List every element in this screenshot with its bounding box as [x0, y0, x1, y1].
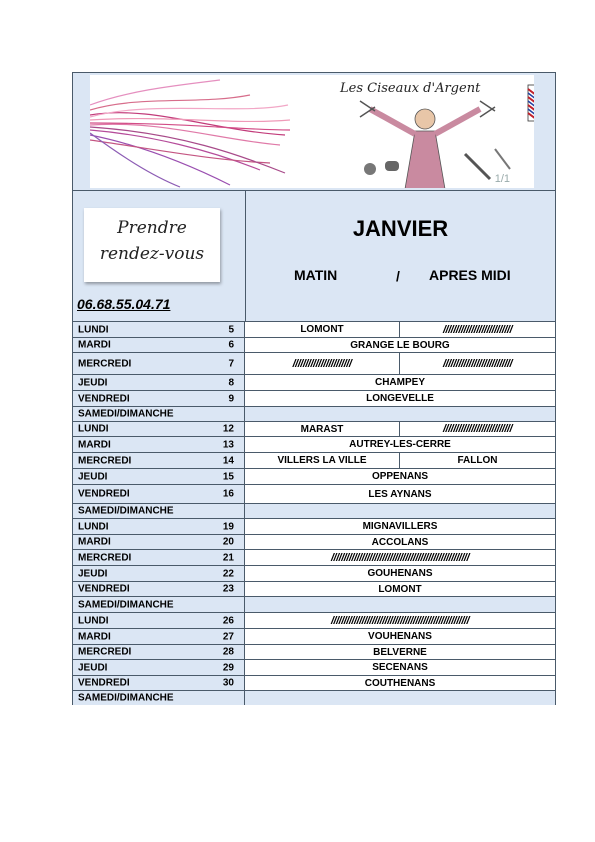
day-name: MARDI [78, 631, 111, 642]
location-cell [245, 660, 555, 675]
day-cell [73, 375, 245, 390]
location-afternoon: /////////////////////////// [442, 357, 513, 370]
day-name: LUNDI [78, 423, 109, 435]
table-row [73, 468, 555, 484]
day-name: JEUDI [78, 568, 108, 579]
location-cell [245, 676, 555, 690]
day-name: SAMEDI/DIMANCHE [78, 505, 174, 517]
day-name: VENDREDI [78, 583, 130, 595]
month-header [246, 191, 555, 321]
day-number: 9 [228, 393, 234, 404]
location-full-day: VOUHENANS [368, 631, 432, 642]
day-cell [73, 485, 245, 503]
location-full-day: LOMONT [378, 583, 422, 595]
day-cell [73, 437, 245, 452]
day-cell [73, 338, 245, 352]
location-full-day: SECENANS [372, 662, 428, 673]
day-name: MERCREDI [78, 552, 132, 563]
day-name: MERCREDI [78, 358, 132, 369]
day-cell [73, 629, 245, 644]
day-cell [73, 550, 245, 565]
period-separator: / [396, 268, 400, 284]
phone-number[interactable]: 06.68.55.04.71 [77, 296, 171, 312]
table-row [73, 337, 555, 352]
schedule-sheet [72, 72, 556, 705]
location-full-day: GRANGE LE BOURG [350, 339, 450, 351]
afternoon-label: APRES MIDI [429, 267, 511, 283]
location-cell [245, 485, 555, 503]
location-full-day: MIGNAVILLERS [362, 521, 438, 532]
appointment-line2: rendez-vous [99, 244, 205, 264]
day-name: MARDI [78, 536, 111, 548]
day-name: SAMEDI/DIMANCHE [78, 599, 174, 610]
day-number: 6 [228, 339, 234, 351]
table-row [73, 374, 555, 390]
day-number: 14 [222, 455, 234, 466]
day-number: 26 [222, 615, 234, 626]
location-cell [245, 535, 555, 549]
day-cell [73, 453, 245, 468]
feathers-illustration [90, 75, 290, 188]
location-morning: LOMONT [245, 322, 400, 337]
day-name: VENDREDI [78, 488, 130, 500]
table-row [73, 484, 555, 503]
barber-figure-illustration [330, 89, 515, 188]
day-name: SAMEDI/DIMANCHE [78, 408, 174, 420]
table-row [73, 436, 555, 452]
table-row [73, 421, 555, 436]
schedule-table [73, 321, 555, 705]
day-cell [73, 422, 245, 436]
table-row [73, 534, 555, 549]
appointment-card[interactable] [84, 208, 220, 282]
day-name: MERCREDI [78, 646, 132, 658]
location-cell [245, 453, 555, 468]
location-full-day: LONGEVELLE [366, 393, 434, 404]
table-row [73, 565, 555, 581]
location-afternoon: /////////////////////////// [442, 323, 513, 336]
day-number: 28 [222, 646, 234, 658]
location-cell [245, 613, 555, 628]
table-row [73, 659, 555, 675]
day-name: MARDI [78, 339, 111, 351]
location-cell [245, 437, 555, 452]
location-morning: VILLERS LA VILLE [245, 453, 400, 468]
day-cell [73, 566, 245, 581]
appointment-line1: Prendre [117, 218, 187, 238]
location-cell [245, 582, 555, 596]
day-cell [73, 504, 245, 518]
day-number: 19 [222, 521, 234, 532]
location-cell [245, 550, 555, 565]
closed-hatch: ////////////////////////////////////////////////////// [330, 614, 470, 627]
day-number: 8 [228, 377, 234, 388]
day-name: JEUDI [78, 662, 108, 673]
day-name: JEUDI [78, 377, 108, 388]
location-afternoon: /////////////////////////// [442, 423, 513, 435]
location-cell [245, 645, 555, 659]
day-number: 22 [222, 568, 234, 579]
brand-logo-text: Les Ciseaux d'Argent [340, 81, 481, 96]
location-cell [245, 338, 555, 352]
location-cell [245, 422, 555, 436]
table-row [73, 503, 555, 518]
table-row [73, 518, 555, 534]
day-cell [73, 353, 245, 374]
day-name: MARDI [78, 439, 111, 450]
day-name: VENDREDI [78, 677, 130, 689]
day-number: 27 [222, 631, 234, 642]
day-number: 12 [222, 423, 234, 435]
location-cell [245, 566, 555, 581]
banner [73, 73, 555, 191]
table-row [73, 690, 555, 705]
day-cell [73, 645, 245, 659]
day-name: JEUDI [78, 471, 108, 482]
table-row [73, 352, 555, 374]
location-full-day: AUTREY-LES-CERRE [349, 439, 451, 450]
location-full-day: ACCOLANS [371, 536, 429, 548]
location-full-day: LES AYNANS [368, 488, 432, 500]
table-row [73, 406, 555, 421]
table-row [73, 644, 555, 659]
day-number: 21 [222, 552, 234, 563]
location-cell [245, 322, 555, 337]
location-cell [245, 691, 555, 705]
location-cell [245, 353, 555, 374]
day-cell [73, 691, 245, 705]
table-row [73, 549, 555, 565]
location-cell [245, 391, 555, 406]
location-full-day: GOUHENANS [367, 568, 433, 579]
location-full-day: OPPENANS [371, 471, 429, 482]
location-morning: MARAST [245, 422, 400, 436]
table-row [73, 675, 555, 690]
location-cell [245, 629, 555, 644]
day-name: LUNDI [78, 521, 109, 532]
closed-hatch: ////////////////////////////////////////////////////// [330, 551, 470, 564]
table-row [73, 390, 555, 406]
morning-label: MATIN [294, 267, 338, 283]
location-full-day: BELVERNE [373, 646, 427, 658]
day-name: VENDREDI [78, 393, 130, 404]
table-row [73, 321, 555, 337]
day-number: 20 [222, 536, 234, 548]
day-number: 5 [228, 324, 234, 335]
banner-image [90, 75, 534, 188]
day-cell [73, 613, 245, 628]
location-cell [245, 375, 555, 390]
page-counter: 1/1 [494, 173, 510, 185]
month-title: JANVIER [352, 216, 449, 241]
day-cell [73, 322, 245, 337]
day-cell [73, 676, 245, 690]
day-cell [73, 597, 245, 612]
day-name: MERCREDI [78, 455, 132, 466]
day-name: LUNDI [78, 615, 109, 626]
day-cell [73, 519, 245, 534]
location-full-day: CHAMPEY [374, 377, 425, 388]
day-cell [73, 469, 245, 484]
location-morning: /////////////////////// [245, 353, 400, 374]
day-number: 29 [222, 662, 234, 673]
barber-pole-icon [527, 83, 534, 123]
table-row [73, 612, 555, 628]
location-cell [245, 519, 555, 534]
location-cell [245, 597, 555, 612]
day-number: 16 [222, 488, 234, 500]
day-name: SAMEDI/DIMANCHE [78, 692, 174, 704]
location-cell [245, 469, 555, 484]
day-number: 13 [222, 439, 234, 450]
day-number: 15 [222, 471, 234, 482]
table-row [73, 452, 555, 468]
location-full-day: COUTHENANS [364, 677, 436, 689]
day-cell [73, 407, 245, 421]
day-name: LUNDI [78, 324, 109, 335]
table-row [73, 581, 555, 596]
day-cell [73, 660, 245, 675]
location-afternoon: FALLON [457, 455, 498, 466]
day-number: 7 [228, 358, 234, 369]
day-cell [73, 582, 245, 596]
day-number: 23 [222, 583, 234, 595]
day-cell [73, 535, 245, 549]
day-cell [73, 391, 245, 406]
day-number: 30 [222, 677, 234, 689]
location-cell [245, 407, 555, 421]
table-row [73, 628, 555, 644]
location-cell [245, 504, 555, 518]
table-row [73, 596, 555, 612]
appointment-panel [73, 191, 246, 321]
